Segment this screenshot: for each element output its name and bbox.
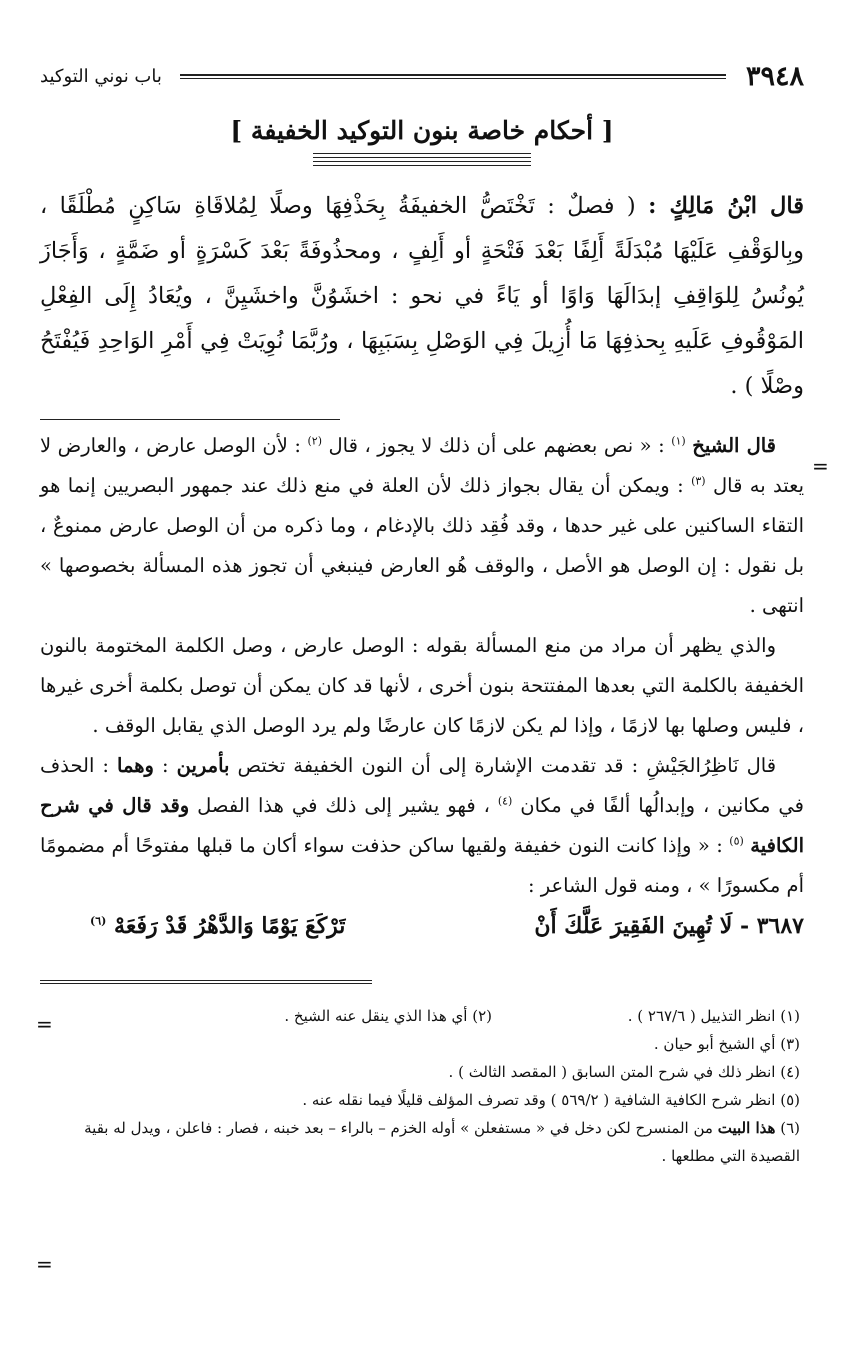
sheikh-speaker: قال الشيخ bbox=[692, 434, 776, 457]
paragraph-text: : ويمكن أن يقال بجواز ذلك لأن العلة في منع ذلك عند جمهور البصريين إنما هو التقاء الساكنين على غير حدها ، وقد فُقِد ذلك بالإدغام ، وما ذكره من أن الوصل عارض ممنوعٌ ، بل نقول : إن الوصل هو الأصل ، والوقف هُو العارض فينبغي أن تجوز هذه المسألة بخصوصها » انتهى . bbox=[40, 474, 804, 617]
footnotes bbox=[40, 1002, 804, 1170]
title-rules bbox=[313, 153, 531, 166]
footnote-6-number: (٦) bbox=[780, 1119, 800, 1137]
margin-mark: = bbox=[36, 1012, 53, 1036]
poetry-verse bbox=[40, 906, 804, 946]
paragraph-text: : « وإذا كانت النون خفيفة ولقيها ساكن حذفت سواء أكان ما قبلها مفتوحًا أم مضمومًا أم مكسورًا » ، ومنه قول الشاعر : bbox=[40, 834, 804, 897]
verse-hemistich-1: لَا تُهِينَ الفَقِيرَ عَلَّكَ أَنْ bbox=[534, 913, 733, 939]
footnote-ref-5: (٥) bbox=[729, 834, 744, 848]
margin-mark: = bbox=[36, 1252, 53, 1276]
matn-divider bbox=[40, 419, 340, 420]
nazir-speaker: قال نَاظِرُالجَيْشِ bbox=[646, 754, 777, 777]
paragraph-text: : قد تقدمت الإشارة إلى أن النون الخفيفة تختص bbox=[237, 754, 639, 777]
footnote-6 bbox=[40, 1114, 800, 1170]
matn-text bbox=[40, 184, 804, 409]
verse-number: ٣٦٨٧ - bbox=[739, 913, 804, 939]
header-rule bbox=[180, 74, 726, 79]
bold-term: بأمرين bbox=[176, 754, 230, 777]
paragraph-text: : الحذف في مكانين ، وإبدالُها ألفًا في مكان bbox=[40, 754, 805, 817]
matn-body: ( فصلٌ : تَخْتَصُّ الخفيفَةُ بِحَذْفِهَا وصلًا لِمُلاقَاةِ سَاكِنٍ مُطْلَقًا ، وبِالوَقْفِ عَلَيْهَا مُبْدَلَةً أَلِفًا بَعْدَ فَتْحَةٍ أو أَلِفٍ ، ومحذُوفَةً بَعْدَ كَسْرَةٍ أو ضَمَّةٍ ، وَأَجَازَ يُونُسُ لِلوَاقِفِ إبدَالَهَا وَاوًا أو يَاءً في نحو : اخشَوُنَّ واخشَيِنَّ ، ويُعَادُ إِلَى الفِعْلِ المَوْقُوفِ عَلَيهِ بِحذفِهَا مَا أُزِيلَ فِي الوَصْلِ بِسَبَبِهَا ، ورُبَّمَا نُوِيَتْ فِي أَمْرِ الوَاحِدِ فَيُفْتَحُ وصْلًا ) . bbox=[40, 193, 804, 399]
margin-mark: = bbox=[812, 454, 829, 478]
footnote-row bbox=[40, 1002, 800, 1030]
matn-speaker: قال ابْنُ مَالِكٍ : bbox=[648, 193, 804, 219]
paragraph-text: ، فهو يشير إلى ذلك في هذا الفصل bbox=[197, 794, 490, 817]
verse-first-half bbox=[534, 906, 804, 946]
page bbox=[40, 58, 804, 1170]
paragraph-text: : لأن الوصل عارض ، والعارض لا يعتد به قال bbox=[40, 434, 805, 497]
commentary-paragraph-3 bbox=[40, 746, 804, 906]
bold-term: وقد قال في شرح الكافية bbox=[40, 794, 805, 857]
page-number: ٣٩٤٨ bbox=[745, 60, 804, 92]
footnote-ref-3: (٣) bbox=[691, 474, 706, 488]
paragraph-text: : bbox=[161, 754, 169, 777]
paragraph-text: : « نص بعضهم على أن ذلك لا يجوز ، قال bbox=[328, 434, 665, 457]
running-title: باب نوني التوكيد bbox=[40, 65, 162, 87]
footnote-ref-1: (١) bbox=[671, 434, 686, 448]
footnote-4: (٤) انظر ذلك في شرح المتن السابق ( المقصد الثالث ) . bbox=[448, 1063, 800, 1081]
section-title: [ أحكام خاصة بنون التوكيد الخفيفة ] bbox=[230, 116, 614, 145]
commentary-paragraph-2: والذي يظهر أن مراد من منع المسألة بقوله : الوصل عارض ، وصل الكلمة المختومة بالنون الخفيفة بالكلمة التي بعدها المفتتحة بنون أخرى ، لأنها قد كان يمكن أن توصل بكلمة أخرى غيرها ، فليس وصلها بها لازمًا ، وإذا لم يكن لازمًا كان عارضًا ولم يرد الوصل الذي يقابل الوقف . bbox=[40, 634, 804, 737]
commentary-paragraph-1 bbox=[40, 426, 804, 626]
footnote-1: (١) انظر التذييل ( ٢٦٧/٦ ) . bbox=[627, 1007, 800, 1025]
verse-hemistich-2: تَرْكَعَ يَوْمًا وَالدَّهْرُ قَدْ رَفَعَهْ bbox=[114, 913, 346, 939]
footnote-2: (٢) أي هذا الذي ينقل عنه الشيخ . bbox=[284, 1007, 492, 1025]
footnote-3: (٣) أي الشيخ أبو حيان . bbox=[653, 1035, 800, 1053]
footnote-6-text: من المنسرح لكن دخل في « مستفعلن » أوله الخزم – بالراء – بعد خبنه ، فصار : فاعلن ، ويدل له بقية القصيدة التي مطلعها . bbox=[84, 1119, 800, 1165]
verse-second-half bbox=[90, 906, 345, 946]
footnote-5: (٥) انظر شرح الكافية الشافية ( ٥٦٩/٢ ) وقد تصرف المؤلف قليلًا فيما نقله عنه . bbox=[302, 1091, 800, 1109]
page-header bbox=[40, 58, 804, 94]
footnote-rule bbox=[40, 980, 372, 984]
footnote-ref-6: (٦) bbox=[90, 914, 107, 928]
footnote-ref-2: (٢) bbox=[307, 434, 322, 448]
bold-term: وهما bbox=[117, 754, 154, 777]
footnote-ref-4: (٤) bbox=[497, 794, 513, 808]
footnote-6-bold: هذا البيت bbox=[717, 1119, 776, 1137]
